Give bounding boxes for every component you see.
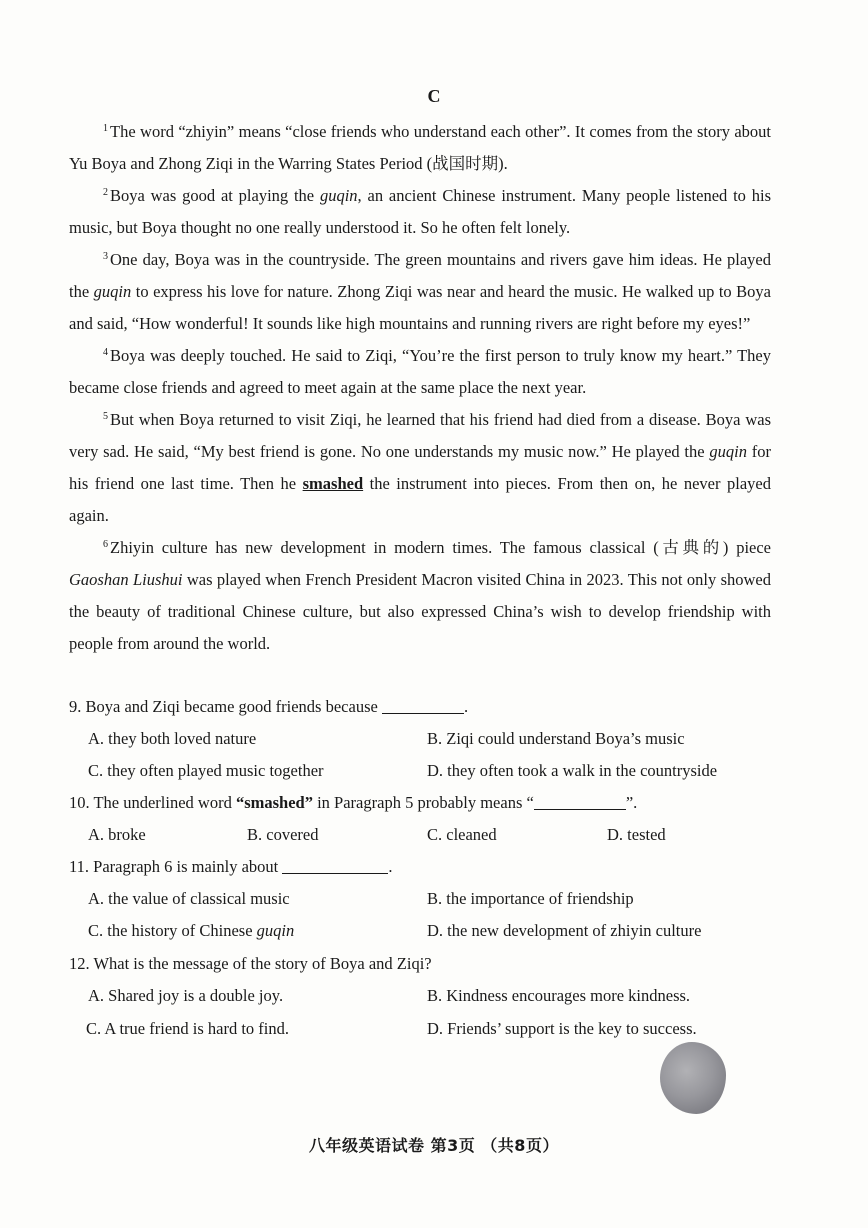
q12-option-b[interactable]: B. Kindness encourages more kindness. bbox=[427, 986, 691, 1005]
reading-passage bbox=[69, 116, 771, 660]
option-italic-term: guqin bbox=[256, 921, 295, 940]
question-end: . bbox=[463, 697, 469, 716]
question-end: . bbox=[388, 857, 393, 876]
question-end: ”. bbox=[625, 793, 638, 812]
paragraph-number: 6 bbox=[103, 539, 108, 550]
q10-option-b[interactable]: B. covered bbox=[247, 825, 319, 844]
paragraph-4 bbox=[69, 340, 771, 404]
q9-option-c[interactable]: C. they often played music together bbox=[88, 761, 324, 780]
paragraph-6 bbox=[69, 532, 771, 660]
q11-option-b[interactable]: B. the importance of friendship bbox=[427, 889, 634, 908]
paragraph-number: 3 bbox=[103, 251, 108, 262]
question-9 bbox=[69, 696, 468, 718]
paragraph-text: Boya was good at playing the guqin, an ancient Chinese instrument. Many people listened to his music, but Boya thought no one really understood it. So he often felt lonely. bbox=[69, 186, 771, 237]
q10-option-d[interactable]: D. tested bbox=[607, 825, 666, 844]
q12-option-d[interactable]: D. Friends’ support is the key to success. bbox=[427, 1019, 697, 1038]
q10-option-c[interactable]: C. cleaned bbox=[427, 825, 497, 844]
page-footer: 八年级英语试卷 第3页 （共8页） bbox=[309, 1136, 559, 1155]
paragraph-number: 4 bbox=[103, 347, 108, 358]
answer-blank[interactable] bbox=[534, 795, 626, 810]
answer-blank[interactable] bbox=[282, 859, 388, 874]
paragraph-text: The word “zhiyin” means “close friends who understand each other”. It comes from the story about Yu Boya and Zhong Ziqi in the Warring States Period (战国时期). bbox=[69, 122, 771, 173]
paragraph-3 bbox=[69, 244, 771, 340]
question-stem: 9. Boya and Ziqi became good friends because bbox=[69, 697, 378, 716]
paragraph-text: One day, Boya was in the countryside. The green mountains and rivers gave him ideas. He played the guqin to express his love for nature. Zhong Ziqi was near and heard the music. He walked up to Boya and said, “How wonderful! It sounds like high mountains and running rivers are right before my eyes!” bbox=[69, 250, 771, 333]
section-label: C bbox=[427, 86, 441, 106]
paragraph-number: 1 bbox=[103, 123, 108, 134]
question-11 bbox=[69, 856, 393, 878]
paragraph-5 bbox=[69, 404, 771, 532]
question-10 bbox=[69, 792, 637, 814]
question-stem-rest: in Paragraph 5 probably means “ bbox=[312, 793, 534, 812]
paragraph-number: 5 bbox=[103, 411, 108, 422]
q11-option-c[interactable] bbox=[88, 920, 294, 942]
paragraph-text: Zhiyin culture has new development in modern times. The famous classical (古典的) piece Gaoshan Liushui was played when French President Macron visited China in 2023. This not only showed the beauty of traditional Chinese culture, but also expressed China’s wish to develop friendship with people from around the world. bbox=[69, 538, 772, 653]
q11-option-a[interactable]: A. the value of classical music bbox=[88, 889, 290, 908]
q9-option-a[interactable]: A. they both loved nature bbox=[88, 729, 257, 748]
option-text: C. the history of Chinese bbox=[88, 921, 257, 940]
paragraph-text: But when Boya returned to visit Ziqi, he learned that his friend had died from a disease. Boya was very sad. He said, “My best friend is gone. No one understands my music now.” He played the guqin for his friend one last time. Then he smashed the instrument into pieces. From then on, he never played again. bbox=[69, 410, 771, 525]
q12-option-a[interactable]: A. Shared joy is a double joy. bbox=[88, 986, 284, 1005]
paragraph-text: Boya was deeply touched. He said to Ziqi, “You’re the first person to truly know my heart.” They became close friends and agreed to meet again at the same place the next year. bbox=[69, 346, 771, 397]
q11-option-d[interactable]: D. the new development of zhiyin culture bbox=[427, 921, 702, 940]
question-keyword: “smashed” bbox=[235, 793, 313, 812]
paragraph-1 bbox=[69, 116, 771, 180]
q10-option-a[interactable]: A. broke bbox=[88, 825, 146, 844]
question-stem: 11. Paragraph 6 is mainly about bbox=[69, 857, 279, 876]
q9-option-d[interactable]: D. they often took a walk in the countryside bbox=[427, 761, 718, 780]
answer-blank[interactable] bbox=[382, 699, 464, 714]
paragraph-number: 2 bbox=[103, 187, 108, 198]
gray-blot-mark bbox=[660, 1042, 726, 1114]
question-stem: 10. The underlined word bbox=[69, 793, 236, 812]
q12-option-c[interactable]: C. A true friend is hard to find. bbox=[86, 1019, 290, 1038]
question-12: 12. What is the message of the story of Boya and Ziqi? bbox=[69, 954, 432, 973]
q9-option-b[interactable]: B. Ziqi could understand Boya’s music bbox=[427, 729, 685, 748]
paragraph-2 bbox=[69, 180, 771, 244]
